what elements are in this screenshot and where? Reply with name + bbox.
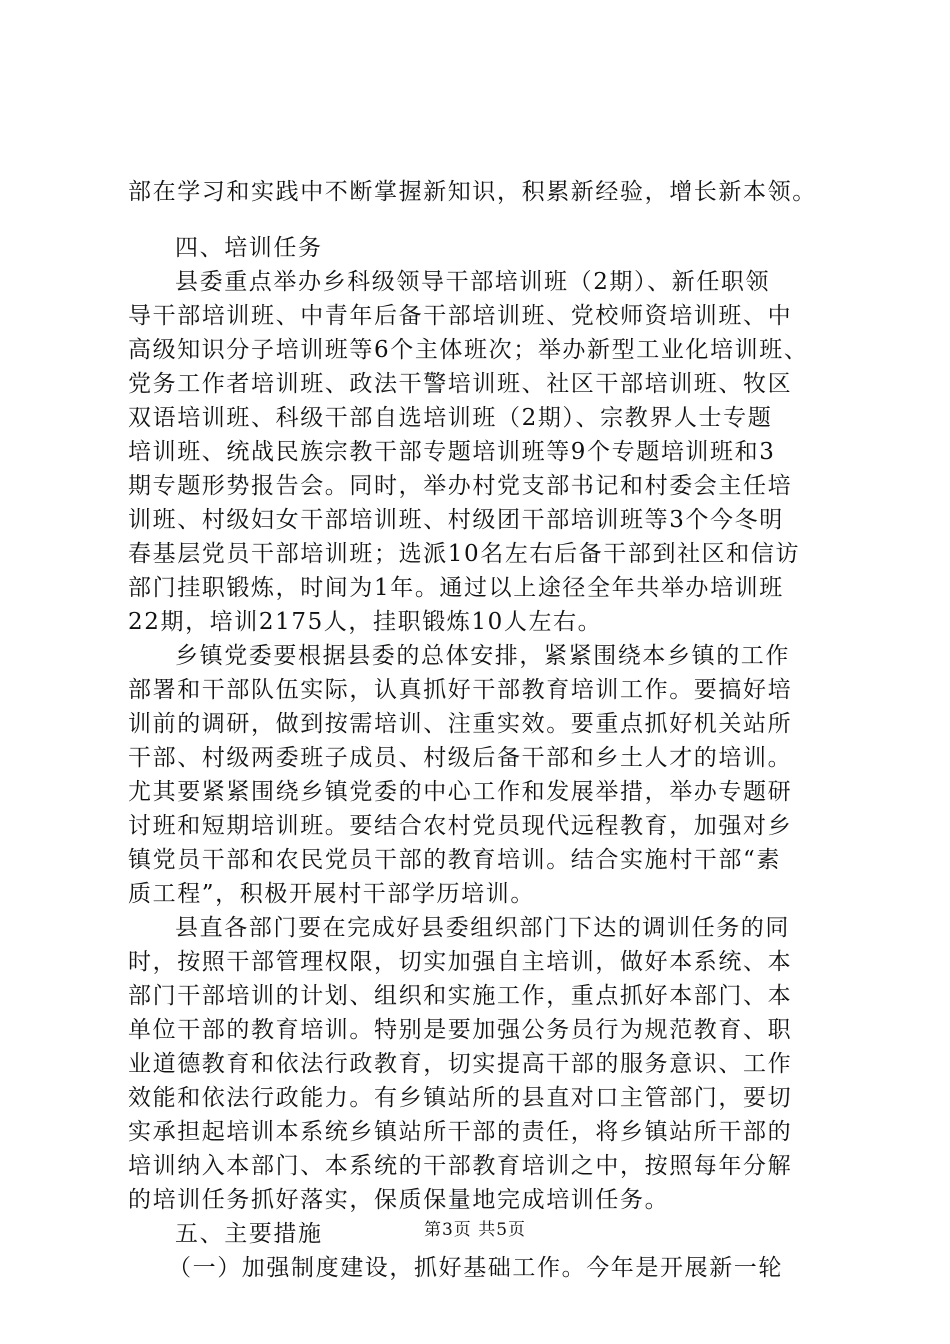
text-line: （一）加强制度建设，抓好基础工作。今年是开展新一轮 [168, 1255, 783, 1281]
page-number: 第3页 共5页 [423, 1220, 527, 1240]
text-line: 讨班和短期培训班。要结合农村党员现代远程教育，加强对乡 [128, 813, 793, 839]
text-line: 质工程”，积极开展村干部学历培训。 [128, 881, 535, 907]
document-body [128, 175, 848, 1285]
text-line: 部署和干部队伍实际，认真抓好干部教育培训工作。要搞好培 [128, 677, 793, 703]
page-footer [0, 1215, 950, 1240]
text-line: 时，按照干部管理权限，切实加强自主培训，做好本系统、本 [128, 949, 793, 975]
text-line: 尤其要紧紧围绕乡镇党委的中心工作和发展举措，举办专题研 [128, 779, 793, 805]
text-line: 镇党员干部和农民党员干部的教育培训。结合实施村干部“素 [128, 847, 781, 873]
text-line: 训前的调研，做到按需培训、注重实效。要重点抓好机关站所 [128, 711, 793, 737]
text-line: 的培训任务抓好落实，保质保量地完成培训任务。 [128, 1187, 670, 1213]
text-line: 乡镇党委要根据县委的总体安排，紧紧围绕本乡镇的工作 [175, 643, 790, 669]
section-heading-main-measures: 五、主要措施 [175, 1221, 323, 1247]
text-line: 春基层党员干部培训班；选派10名左右后备干部到社区和信访 [128, 541, 801, 567]
text-line: 双语培训班、科级干部自选培训班（2期）、宗教界人士专题 [128, 405, 773, 431]
text-line: 部门干部培训的计划、组织和实施工作，重点抓好本部门、本 [128, 983, 793, 1009]
text-line: 业道德教育和依法行政教育，切实提高干部的服务意识、工作 [128, 1051, 793, 1077]
text-line: 期专题形势报告会。同时，举办村党支部书记和村委会主任培 [128, 473, 793, 499]
section-heading-training-tasks: 四、培训任务 [175, 235, 323, 261]
text-line: 部门挂职锻炼，时间为1年。通过以上途径全年共举办培训班 [128, 575, 784, 601]
text-line: 部在学习和实践中不断掌握新知识，积累新经验，增长新本领。 [128, 179, 817, 205]
text-line: 培训班、统战民族宗教干部专题培训班等9个专题培训班和3 [128, 439, 776, 465]
text-line: 高级知识分子培训班等6个主体班次；举办新型工业化培训班、 [128, 337, 809, 363]
text-line: 党务工作者培训班、政法干警培训班、社区干部培训班、牧区 [128, 371, 793, 397]
text-line: 导干部培训班、中青年后备干部培训班、党校师资培训班、中 [128, 303, 793, 329]
text-line: 县委重点举办乡科级领导干部培训班（2期）、新任职领 [175, 269, 771, 295]
text-line: 训班、村级妇女干部培训班、村级团干部培训班等3个今冬明 [128, 507, 784, 533]
text-line: 22期，培训2175人，挂职锻炼10人左右。 [128, 609, 603, 635]
text-line: 实承担起培训本系统乡镇站所干部的责任，将乡镇站所干部的 [128, 1119, 793, 1145]
text-line: 效能和依法行政能力。有乡镇站所的县直对口主管部门，要切 [128, 1085, 793, 1111]
text-line: 单位干部的教育培训。特别是要加强公务员行为规范教育、职 [128, 1017, 793, 1043]
text-line: 培训纳入本部门、本系统的干部教育培训之中，按照每年分解 [128, 1153, 793, 1179]
text-line: 县直各部门要在完成好县委组织部门下达的调训任务的同 [175, 915, 790, 941]
text-line: 干部、村级两委班子成员、村级后备干部和乡土人才的培训。 [128, 745, 793, 771]
